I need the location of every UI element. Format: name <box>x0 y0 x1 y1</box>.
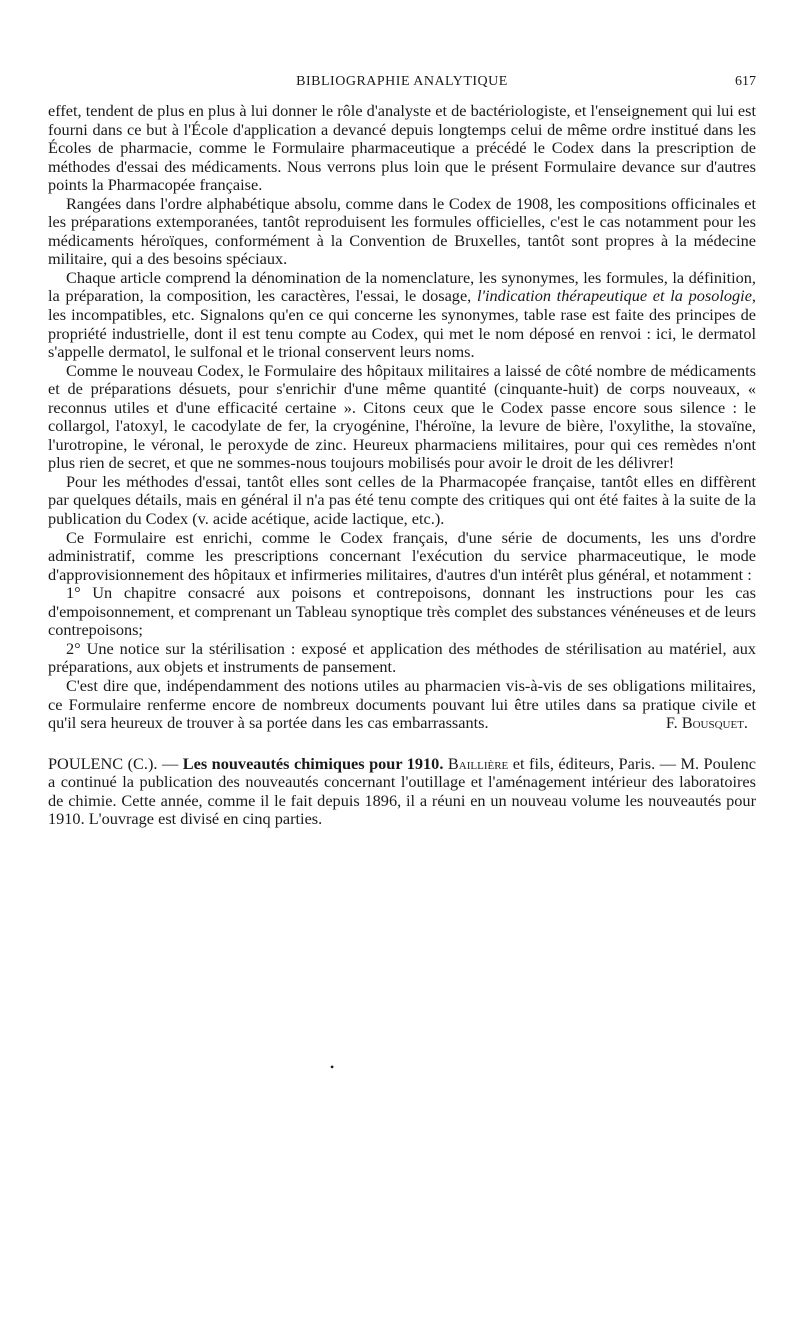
paragraph-3 <box>48 269 756 362</box>
review-publisher: Baillière <box>443 753 509 773</box>
paragraph-8: 2° Une notice sur la stérilisation : exposé et application des méthodes de stérilisation au matériel, aux préparations, aux objets et instruments de pansement. <box>48 638 756 677</box>
footer-mark: • <box>330 1060 335 1074</box>
review-author: POULENC (C.). <box>48 753 158 773</box>
paragraph-3-italic: l'indication thérapeutique et la posologie <box>476 286 752 306</box>
paragraph-3-text-b: , les incompatibles, etc. Signalons qu'en ce qui concerne les synonymes, table rase est faite des principes de propriété industrielle, dont il est tenu compte au Codex, qui met le nom déposé en renvoi : ici, le dermatol s'appelle dermatol, le sulfonal et le trional conservent leurs noms. <box>48 286 756 362</box>
paragraph-4: Comme le nouveau Codex, le Formulaire des hôpitaux militaires a laissé de côté nombre de médicaments et de préparations désuets, pour s'enrichir d'une même quantité (cinquante-huit) de corps nouveaux, « reconnus utiles et d'une efficacité certaine ». Citons ceux que le Codex passe encore sous silence : le collargol, l'atoxyl, le cacodylate de fer, la cryogénine, l'héroïne, la levure de bière, l'oxylithe, la stovaïne, l'urotropine, le véronal, le peroxyde de zinc. Heureux pharmaciens militaires, pour qui ces remèdes n'ont plus rien de secret, et que ne sommes-nous toujours mobilisés pour avoir le droit de les délivrer! <box>48 360 756 473</box>
paragraph-3-text-a: Chaque article comprend la dénomination de la nomenclature, les synonymes, les formules, la définition, la préparation, la composition, les caractères, l'essai, le dosage, <box>48 267 756 306</box>
running-head: BIBLIOGRAPHIE ANALYTIQUE <box>296 74 508 89</box>
document-page <box>48 74 756 829</box>
review-entry <box>48 755 756 829</box>
paragraph-7: 1° Un chapitre consacré aux poisons et contrepoisons, donnant les instructions pour les cas d'empoisonnement, et comprenant un Tableau synoptique très complet des substances vénéneuses et de leurs contrepoisons; <box>48 583 756 640</box>
review-title: Les nouveautés chimiques pour 1910. <box>182 753 444 773</box>
review-dash: — <box>157 753 183 773</box>
article-body <box>48 102 756 733</box>
paragraph-9-text: C'est dire que, indépendamment des notions utiles au pharmacien vis-à-vis de ses obligations militaires, ce Formulaire renferme encore de nombreux documents pouvant lui être utiles dans sa pratique civile et qu'il sera heureux de trouver à sa portée dans les cas embarrassants. <box>48 675 756 733</box>
signature: F. Bousquet. <box>665 713 748 733</box>
paragraph-6: Ce Formulaire est enrichi, comme le Codex français, d'une série de documents, les uns d'ordre administratif, comme les prescriptions concernant l'exécution du service pharmaceutique, le mode d'approvisionnement des hôpitaux et infirmeries militaires, d'autres d'un intérêt plus général, et notamment : <box>48 527 756 584</box>
paragraph-5: Pour les méthodes d'essai, tantôt elles sont celles de la Pharmacopée française, tantôt elles en diffèrent par quelques détails, mais en général il n'a pas été tenu compte des critiques qui ont été faites à la suite de la publication du Codex (v. acide acétique, acide lactique, etc.). <box>48 471 756 529</box>
page-number: 617 <box>735 74 756 89</box>
paragraph-2: Rangées dans l'ordre alphabétique absolu, comme dans le Codex de 1908, les compositions officinales et les préparations extemporanées, tantôt reproduisent les formules officielles, c'est le cas notamment pour les médicaments héroïques, conformément à la Convention de Bruxelles, tantôt sont propres à la médecine militaire, qui a des besoins spéciaux. <box>48 193 756 269</box>
review-text: et fils, éditeurs, Paris. — M. Poulenc a continué la publication des nouveautés concernant l'outillage et l'aménagement intérieur des laboratoires de chimie. Cette année, comme il le fait depuis 1896, il a réuni en un nouveau volume les nouveautés pour 1910. L'ouvrage est divisé en cinq parties. <box>48 753 756 829</box>
page-header <box>48 74 756 96</box>
paragraph-1: effet, tendent de plus en plus à lui donner le rôle d'analyste et de bactériologiste, et l'enseignement qui lui est fourni dans ce but à l'École d'application a devancé depuis longtemps celui de même ordre institué dans les Écoles de pharmacie, comme le Formulaire pharmaceutique a précédé le Codex dans la prescription de méthodes d'essai des médicaments. Nous verrons plus loin que le présent Formulaire devance sur d'autres points la Pharmacopée française. <box>48 101 756 195</box>
review-paragraph <box>48 755 756 829</box>
paragraph-9 <box>48 677 756 733</box>
